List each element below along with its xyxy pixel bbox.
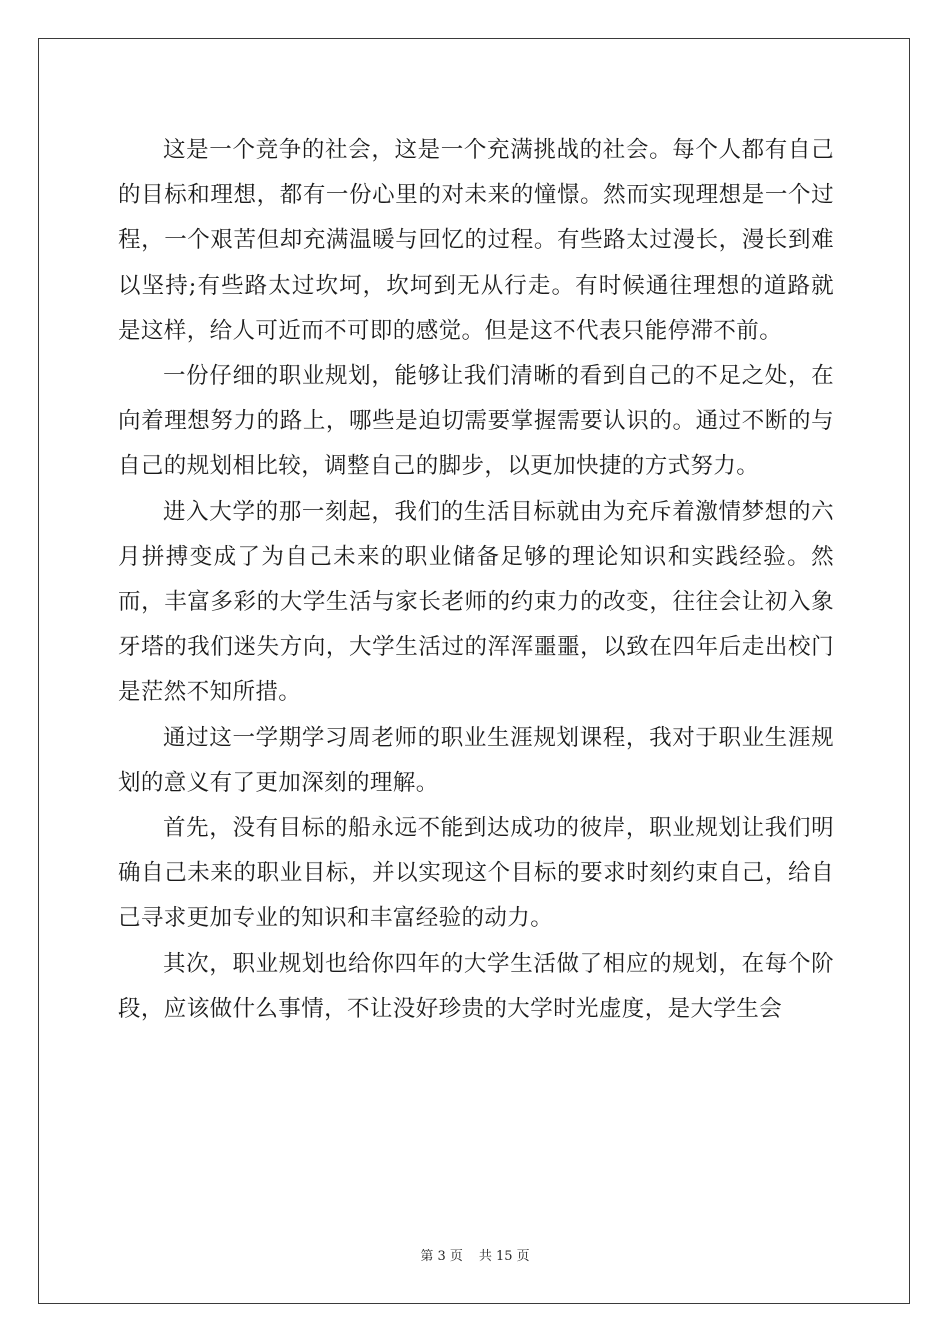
paragraph: 其次，职业规划也给你四年的大学生活做了相应的规划，在每个阶段，应该做什么事情，不让没好珍贵的大学时光虚度，是大学生会 — [118, 950, 834, 1022]
page-footer — [0, 1245, 950, 1264]
paragraph: 这是一个竞争的社会，这是一个充满挑战的社会。每个人都有自己的目标和理想，都有一份心里的对未来的憧憬。然而实现理想是一个过程，一个艰苦但却充满温暖与回忆的过程。有些路太过漫长，漫长到难以坚持;有些路太过坎坷，坎坷到无从行走。有时候通往理想的道路就是这样，给人可近而不可即的感觉。但是这不代表只能停滞不前。 — [118, 137, 834, 344]
paragraph: 通过这一学期学习周老师的职业生涯规划课程，我对于职业生涯规划的意义有了更加深刻的理解。 — [118, 724, 834, 796]
total-pages: 共 15 页 — [478, 1249, 530, 1264]
paragraph: 首先，没有目标的船永远不能到达成功的彼岸，职业规划让我们明确自己未来的职业目标，并以实现这个目标的要求时刻约束自己，给自己寻求更加专业的知识和丰富经验的动力。 — [118, 815, 834, 932]
paragraph: 进入大学的那一刻起，我们的生活目标就由为充斥着激情梦想的六月拼搏变成了为自己未来的职业储备足够的理论知识和实践经验。然而，丰富多彩的大学生活与家长老师的约束力的改变，往往会让初入象牙塔的我们迷失方向，大学生活过的浑浑噩噩，以致在四年后走出校门是茫然不知所措。 — [118, 498, 834, 706]
page-number: 第 3 页 — [420, 1249, 463, 1264]
document-body — [118, 128, 834, 1032]
paragraph: 一份仔细的职业规划，能够让我们清晰的看到自己的不足之处，在向着理想努力的路上，哪些是迫切需要掌握需要认识的。通过不断的与自己的规划相比较，调整自己的脚步，以更加快捷的方式努力。 — [118, 363, 834, 480]
